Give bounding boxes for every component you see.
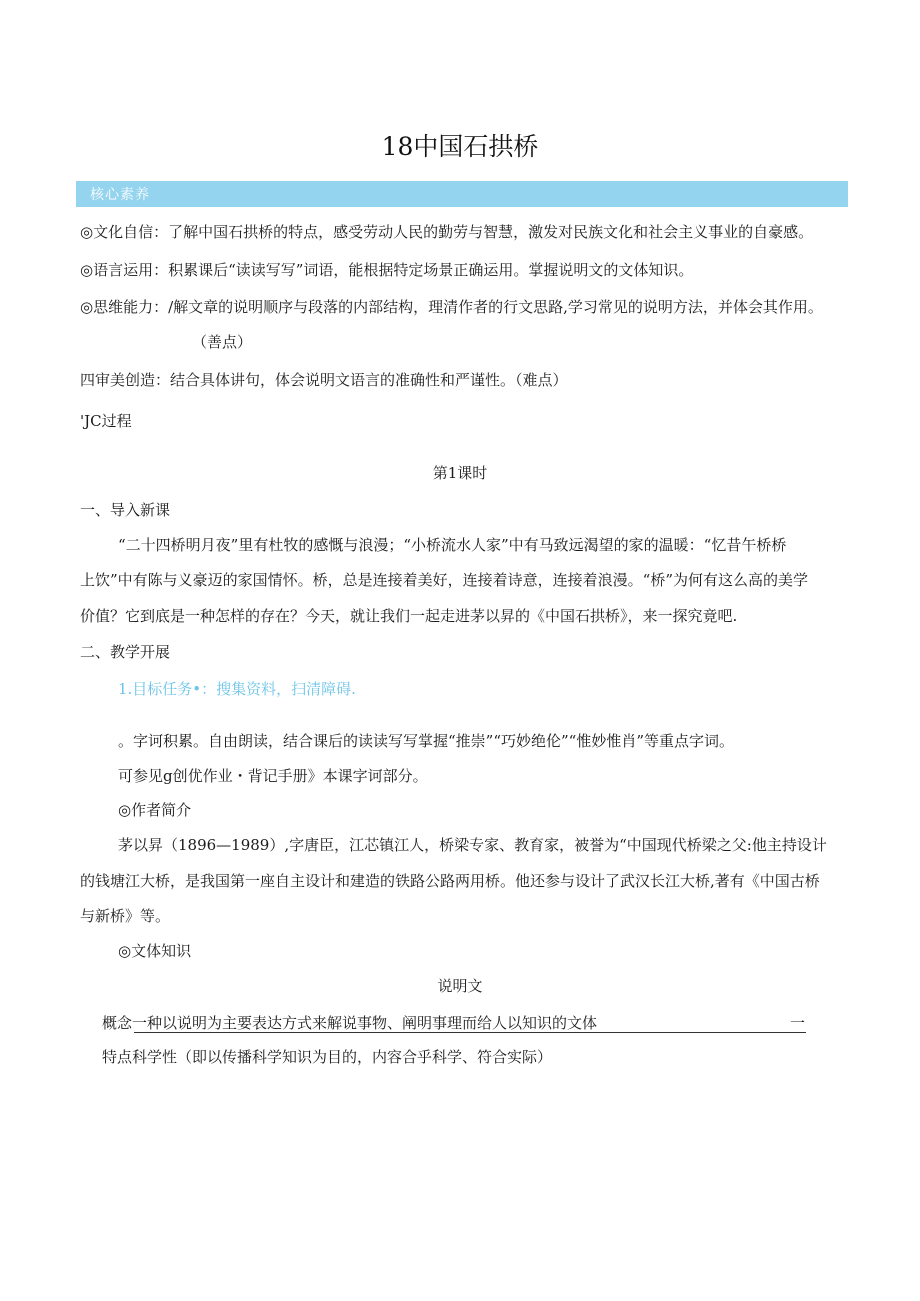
goal-aesthetic: 四审美创造：结合具体讲句，体会说明文语言的准确性和严谨性。（难点） [80,371,568,389]
concept-dash: 一 [790,1014,806,1032]
vocab-line: 。字诃积累。自由朗读，结合课后的读读写写掌握“推崇”“巧妙绝伦”“惟妙惟肖”等重点字词。 [118,732,735,750]
goal-thinking-note: （善点） [192,333,253,351]
lesson-heading: 第1课时 [432,464,488,482]
concept-label-text: 概念 [102,1014,133,1032]
author-heading: ◎作者简介 [118,801,192,819]
goal-culture: ◎文化自信：了解中国石拱桥的特点，感受劳动人民的勤劳与智慧，激发对民族文化和社会主义事业的自豪感。 [80,223,814,241]
feature-line: 特点科学性（即以传播科学知识为目的，内容合乎科学、符合实际） [102,1048,553,1066]
task-heading: 1.目标任务•：搜集资料，扫清障碍. [118,680,356,698]
core-literacy-banner [76,181,848,207]
author-line-2: 的钱塘江大桥，是我国第一座自主设计和建造的铁路公路两用桥。他还参与设计了武汉长江大桥,著有《中国古桥 [80,872,820,890]
author-line-1: 茅以昇（1896—1989）,字唐臣，江芯镇江人，桥梁专家、教育家，被誉为“中国现代桥梁之父:他主持设计 [118,836,827,854]
author-line-3: 与新桥》等。 [80,907,171,925]
genre-title: 说明文 [437,977,483,995]
page-title: 18中国石拱桥 [381,132,539,161]
intro-line-1: “二十四桥明月夜”里有杜牧的感慨与浪漫；“小桥流水人家”中有马致远渴望的家的温暖：“忆昔午桥桥 [118,536,787,554]
concept-label [102,1013,597,1033]
concept-row [102,1013,806,1033]
intro-line-3: 价值？它到底是一种怎样的存在？今天，就让我们一起走进茅以昇的《中国石拱桥》，来一探究竟吧. [80,607,738,625]
section2-heading: 二、教学开展 [80,643,171,661]
goal-language: ◎语言运用：积累课后“读读写写”词语，能根据特定场景正确运用。掌握说明文的文体知识。 [80,261,694,279]
process-heading: 'JC过程 [80,412,132,430]
concept-definition: 一种以说明为主要表达方式来解说事物、阐明事理而给人以知识的文体 [132,1014,598,1032]
section1-heading: 一、导入新课 [80,501,171,519]
goal-thinking: ◎思维能力：/解文章的说明顺序与段落的内部结构，理清作者的行文思路,学习常见的说明方法，并体会其作用。 [80,298,823,316]
concept-underline [134,1032,806,1033]
genre-heading: ◎文体知识 [118,942,192,960]
reference-line: 可参见g创优作业・背记手册》本课字诃部分。 [118,767,428,785]
banner-label: 核心素养 [90,187,150,203]
intro-line-2: 上饮”中有陈与义豪迈的家国情怀。桥，总是连接着美好，连接着诗意，连接着浪漫。“桥”为何有这么高的美学 [80,571,809,589]
